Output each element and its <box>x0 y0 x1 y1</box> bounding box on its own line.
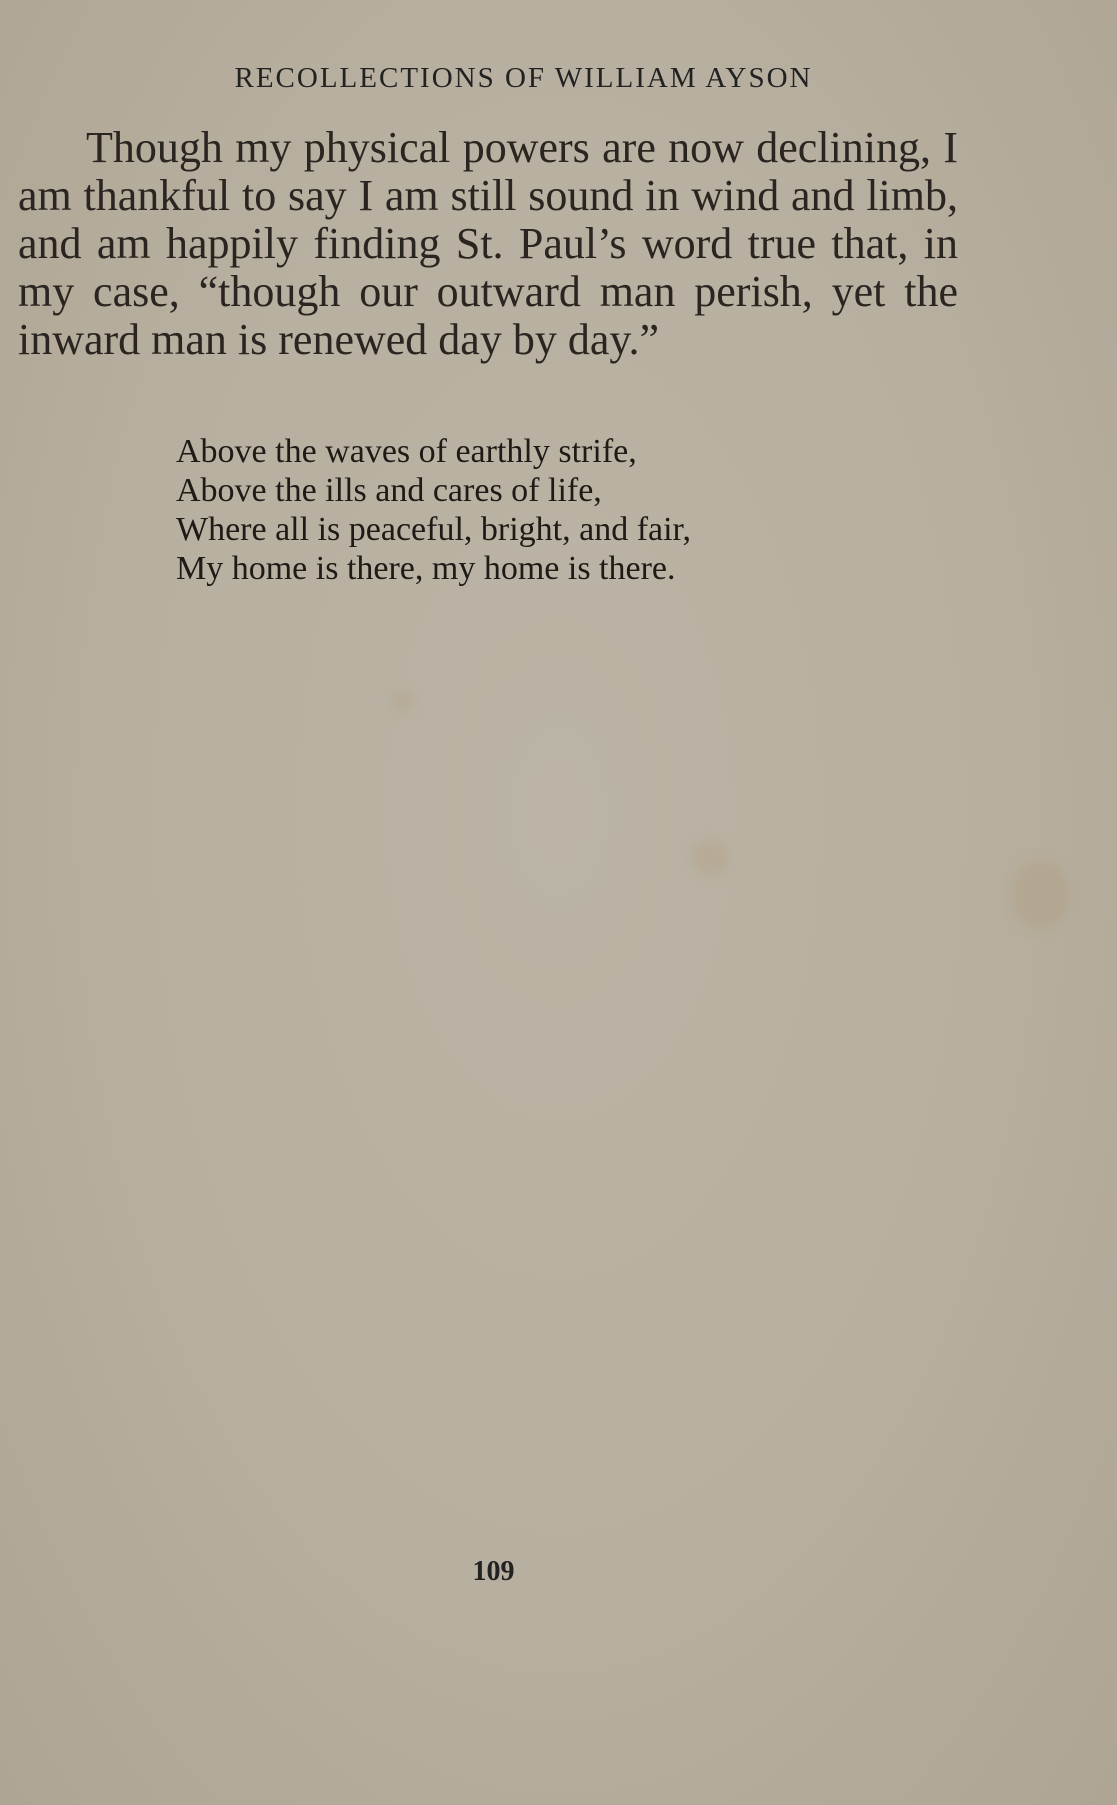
poem-stanza <box>176 432 896 588</box>
paper-stain <box>390 690 414 712</box>
poem-line: Where all is peaceful, bright, and fair, <box>176 511 692 548</box>
poem-line: Above the ills and cares of life, <box>176 472 602 509</box>
page-number: 109 <box>472 1556 515 1587</box>
poem-line: Above the waves of earthly strife, <box>176 433 637 470</box>
body-paragraph: Though my physical powers are now declining, I am thankful to say I am still sound in wind and limb, and am happily finding St. Paul’s word true that, in my case, “though our outward man perish, yet the inward man is renewed day by day.” <box>18 123 958 364</box>
paper-stain <box>690 840 730 876</box>
running-head: RECOLLECTIONS OF WILLIAM AYSON <box>234 62 813 94</box>
poem-line: My home is there, my home is there. <box>176 550 676 587</box>
paper-stain <box>1010 860 1070 930</box>
